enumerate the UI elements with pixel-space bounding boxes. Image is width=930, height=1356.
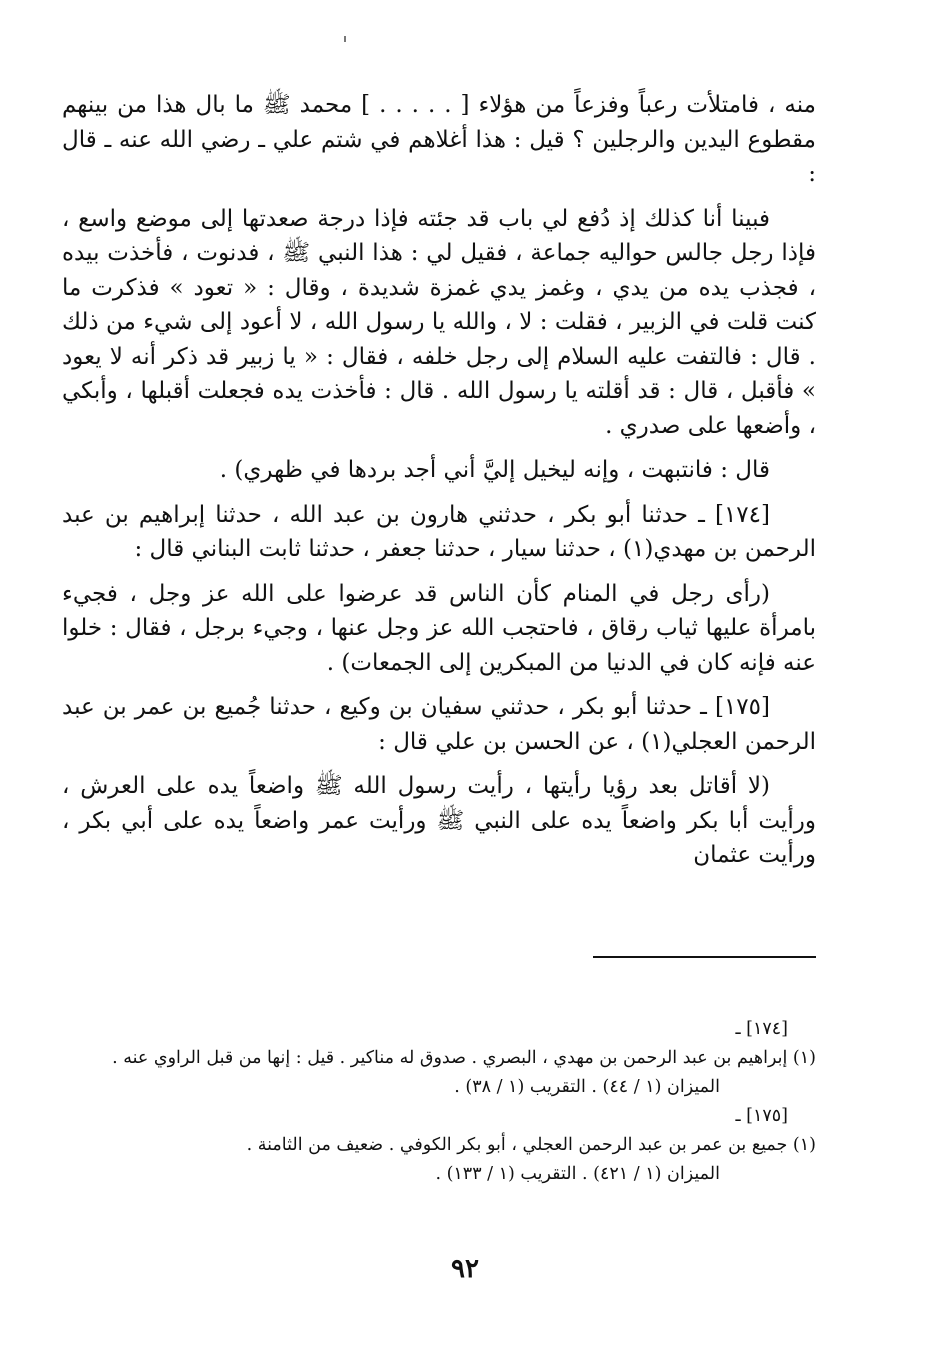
scan-speck — [344, 36, 346, 42]
paragraph-5: (رأى رجل في المنام كأن الناس قد عرضوا على الله عز وجل ، فجيء بامرأة عليها ثياب رقاق ، فاحتجب الله عز وجل عنها ، وجيء برجل ، فقال : خلوا عنه فإنه كان في الدنيا من المبكرين إلى الجمعات) . — [62, 580, 816, 676]
paragraph-7: (لا أقاتل بعد رؤيا رأيتها ، رأيت رسول الله ﷺ واضعاً يده على العرش ، ورأيت أبا بكر واضعاً يده على النبي ﷺ ورأيت عمر واضعاً يده على أبي بكر ، ورأيت عثمان — [62, 773, 816, 868]
paragraph-2: فبينا أنا كذلك إذ دُفع لي باب قد جئته فإذا درجة صعدتها إلى موضع واسع ، فإذا رجل جالس حواليه جماعة ، فقيل لي : هذا النبي ﷺ ، فدنوت ، فأخذت بيده ، فجذب يده من يدي ، وغمز يدي غمزة شديدة ، وقال : « تعود » فذكرت ما كنت قلت في الزبير ، فقلت : لا ، والله يا رسول الله ، لا أعود إلى شيء من ذلك . قال : فالتفت عليه السلام إلى رجل خلفه ، فقال : « يا زبير قد ذكر أنه لا يعود » فأقبل ، قال : قد أقلته يا رسول الله . قال : فأخذت يده فجعلت أقبلها ، وأبكي ، وأضعها على صدري . — [62, 205, 816, 439]
paragraph-3: قال : فانتبهت ، وإنه ليخيل إليَّ أني أجد بردها في ظهري) . — [219, 457, 770, 483]
footnote-175-1: (١) جميع بن عمر بن عبد الرحمن العجلي ، أبو بكر الكوفي . ضعيف من الثامنة . — [246, 1135, 816, 1155]
footnote-ref-175: [١٧٥] ـ — [735, 1106, 788, 1126]
page-number: ٩٢ — [451, 1254, 479, 1284]
footnote-175-sources: الميزان (١ / ٤٢١) . التقريب (١ / ١٣٣) . — [435, 1164, 720, 1184]
footnote-separator — [593, 956, 816, 958]
footnotes — [62, 1015, 816, 1189]
main-text — [62, 88, 816, 883]
footnote-ref-174: [١٧٤] ـ — [735, 1019, 788, 1039]
paragraph-hadith-174: [١٧٤] ـ حدثنا أبو بكر ، حدثني هارون بن عبد الله ، حدثنا إبراهيم بن عبد الرحمن بن مهدي(١) ، حدثنا سيار ، حدثنا جعفر ، حدثنا ثابت البناني قال : — [62, 501, 816, 562]
paragraph-1: منه ، فامتلأت رعباً وفزعاً من هؤلاء [ . . . . . ] محمد ﷺ ما بال هذا من بينهم مقطوع اليدين والرجلين ؟ قيل : هذا أغلاهم في شتم علي ـ رضي الله عنه ـ قال : — [62, 92, 816, 187]
paragraph-hadith-175: [١٧٥] ـ حدثنا أبو بكر ، حدثني سفيان بن وكيع ، حدثنا جُميع بن عمر بن عبد الرحمن العجلي(١) ، عن الحسن بن علي قال : — [62, 694, 816, 755]
footnote-174-sources: الميزان (١ / ٤٤) . التقريب (١ / ٣٨) . — [454, 1077, 720, 1097]
footnote-174-1: (١) إبراهيم بن عبد الرحمن بن مهدي ، البصري . صدوق له مناكير . قيل : إنها من قبل الراوي عنه . — [112, 1048, 816, 1068]
